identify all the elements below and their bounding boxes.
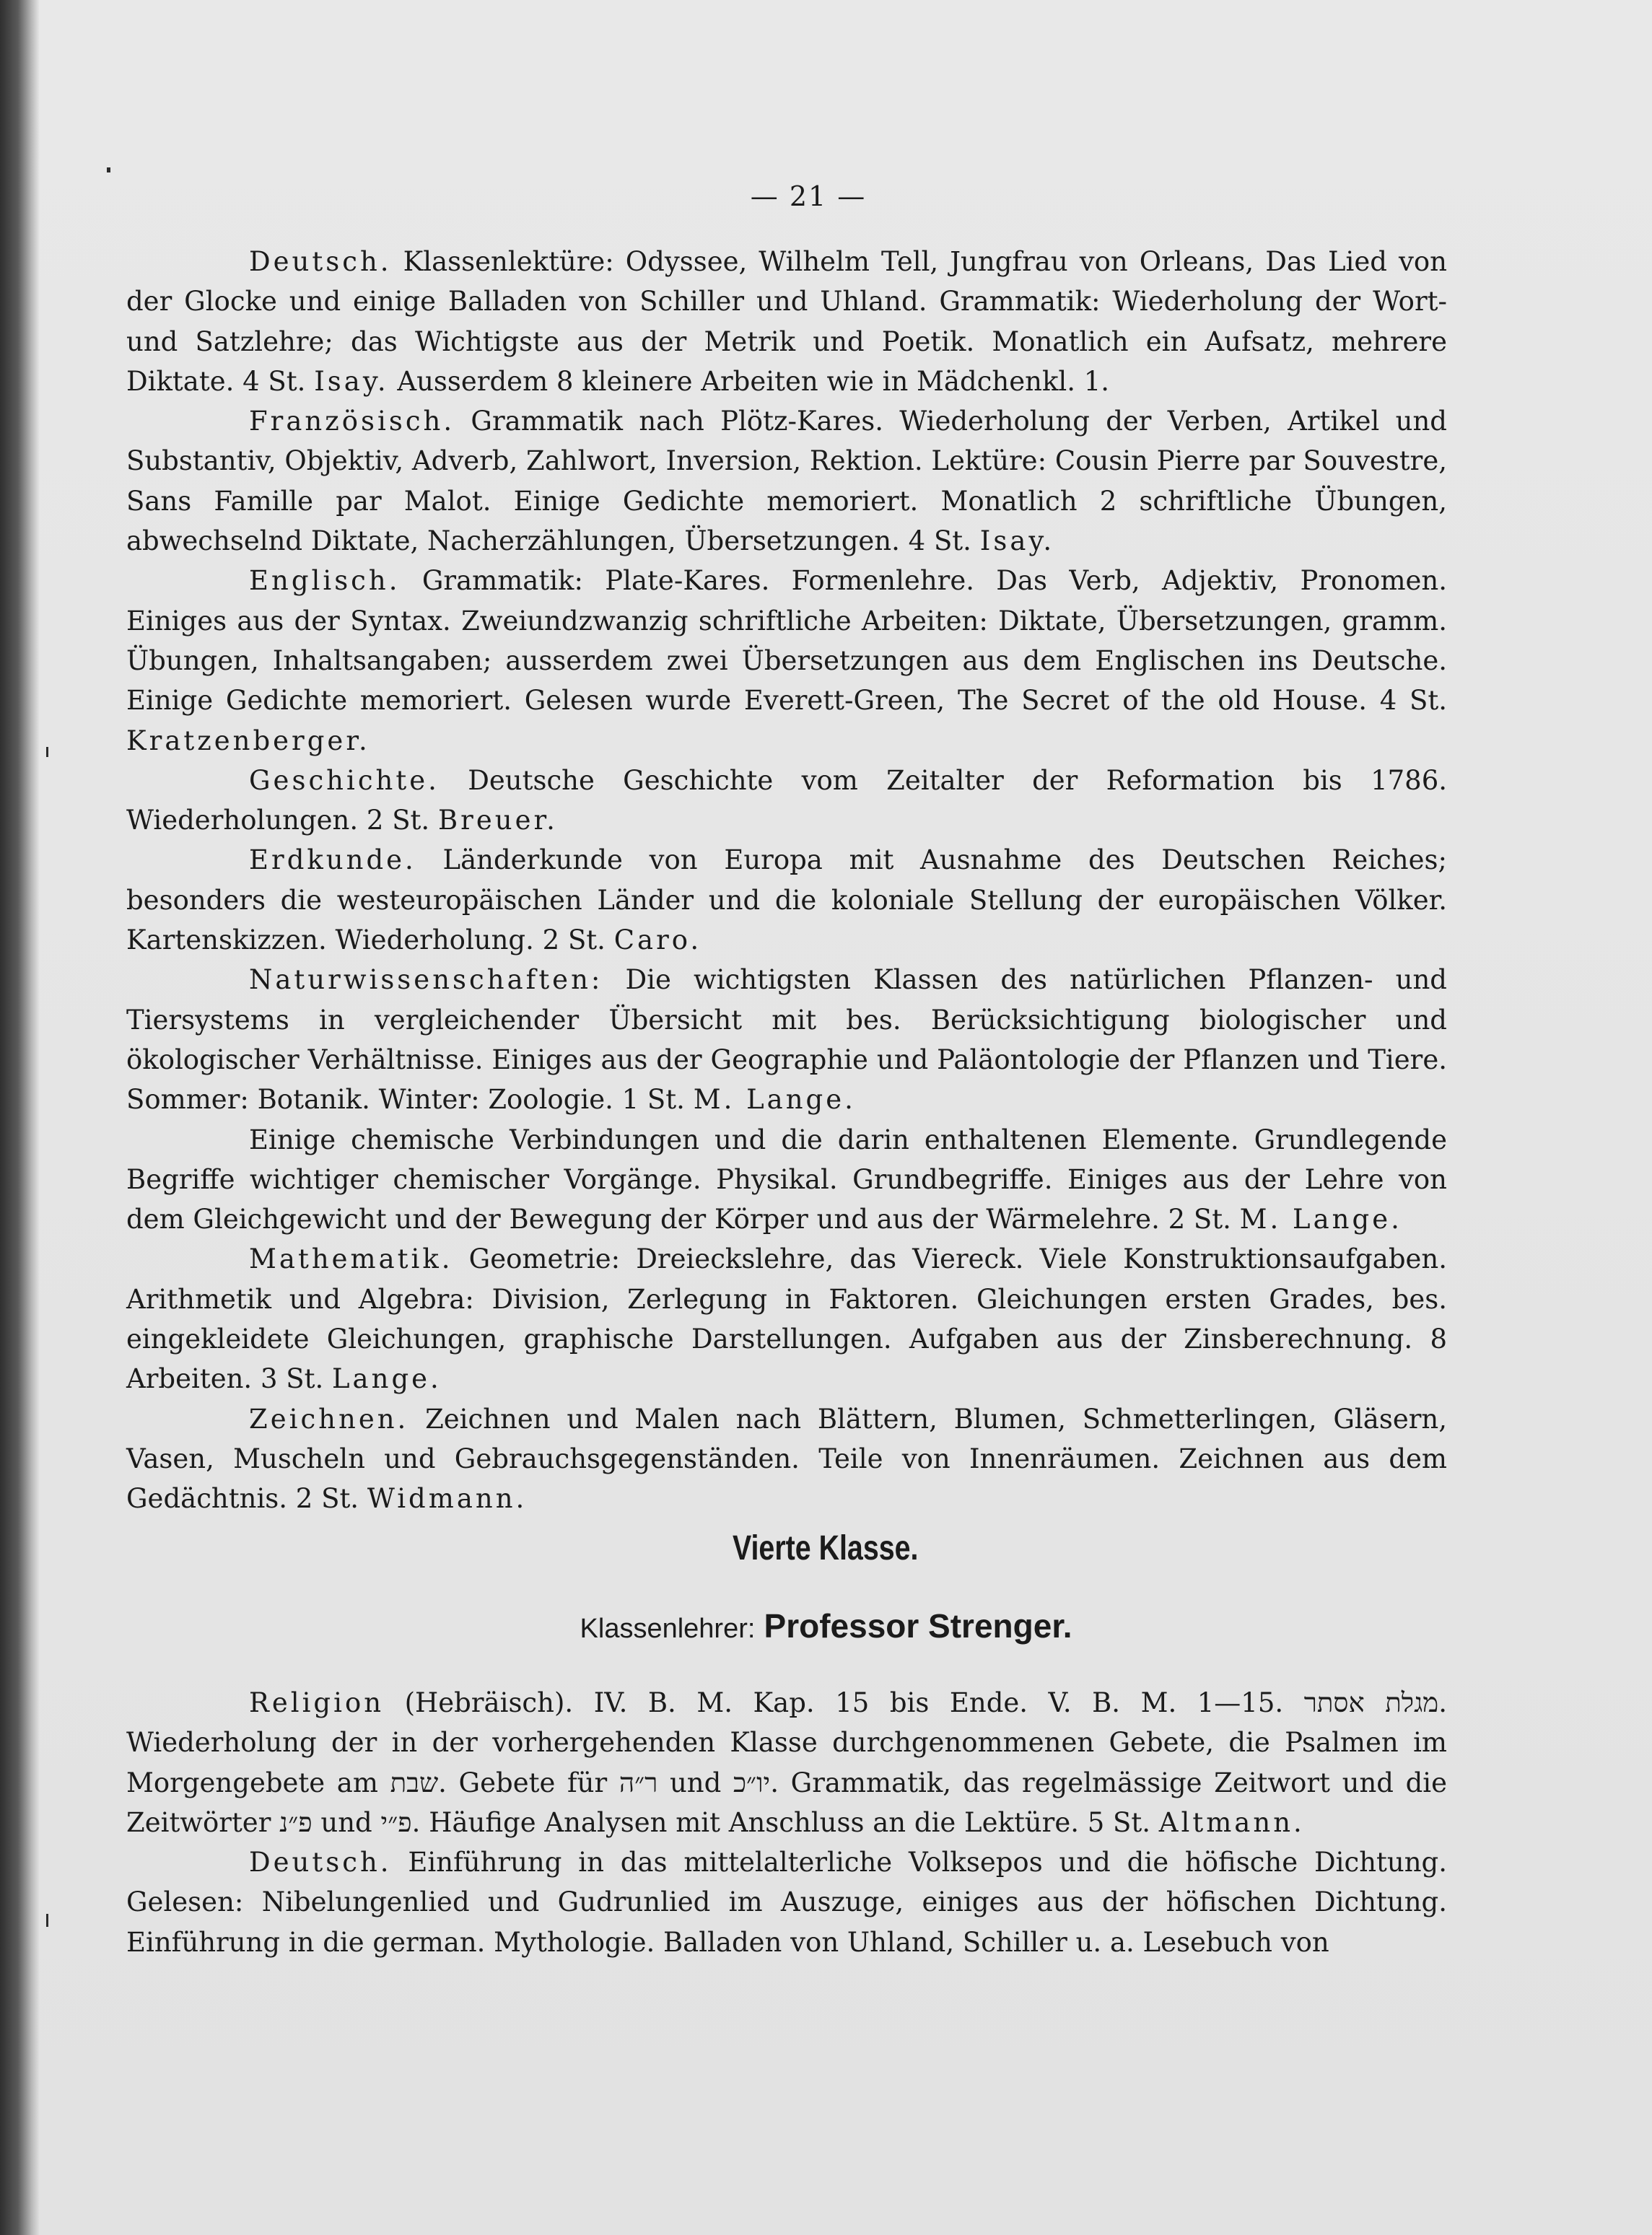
class-teacher-name: Professor Strenger.	[764, 1607, 1072, 1645]
paragraph-chemie-physik	[126, 1120, 1447, 1240]
class-four-curriculum-text	[126, 1683, 1447, 1962]
paragraph-deutsch	[126, 242, 1447, 401]
paragraph-text: Zeichnen und Malen nach Blättern, Blumen, Schmetterlingen, Gläsern, Vasen, Muscheln und Gebrauchsgegenständen. Teile von Innenräumen. Zeichnen aus dem Gedächtnis. 2 St.	[126, 1403, 1447, 1515]
paragraph-text: Länderkunde von Europa mit Ausnahme des Deutschen Reiches; besonders die westeuropäischen Länder und die koloniale Stellung der europäischen Völker. Kartenskizzen. Wiederholung. 2 St.	[126, 844, 1447, 956]
paragraph-text: Die wichtigsten Klassen des natürlichen Pflanzen- und Tiersystems in vergleichender Übersicht mit bes. Berücksichtigung biologischer und ökologischer Verhältnisse. Einiges aus der Geographie und Paläontologie der Pflanzen und Tiere. Sommer: Botanik. Winter: Zoologie. 1 St.	[126, 964, 1447, 1116]
paragraph-text: (Hebräisch). IV. B. M. Kap. 15 bis Ende. V. B. M. 1—15. מגלת אסתר. Wiederholung der in der vorhergehenden Klasse durchgenommenen Gebete, die Psalmen im Morgengebete am שבת. Gebete für ר״ה und יו״כ. Grammatik, das regelmässige Zeitwort und die Zeitwörter פ״נ und פ״י. Häufige Analysen mit Anschluss an die Lektüre. 5 St.	[126, 1687, 1447, 1838]
paragraph-text: Geometrie: Dreieckslehre, das Viereck. Viele Konstruktionsaufgaben. Arithmetik und Algebra: Division, Zerlegung in Faktoren. Gleichungen ersten Grades, bes. eingekleidete Gleichungen, graphische Darstellungen. Aufgaben aus der Zinsberechnung. 8 Arbeiten. 3 St.	[126, 1243, 1447, 1395]
class-teacher-label: Klassenlehrer:	[580, 1614, 756, 1644]
class-curriculum-text	[126, 242, 1447, 1519]
paragraph-text: Deutsche Geschichte vom Zeitalter der Reformation bis 1786. Wiederholungen. 2 St.	[126, 764, 1447, 836]
subject-name: Französisch.	[249, 406, 455, 437]
class-teacher-line	[0, 1606, 1652, 1645]
subject-name: Geschichte.	[249, 764, 440, 796]
print-speck	[107, 167, 110, 172]
book-gutter-shadow	[0, 0, 40, 2235]
teacher-name: Caro.	[613, 924, 702, 956]
paragraph-text: Klassenlektüre: Odyssee, Wilhelm Tell, Jungfrau von Orleans, Das Lied von der Glocke und einige Balladen von Schiller und Uhland. Grammatik: Wiederholung der Wort- und Satzlehre; das Wichtigste aus der Metrik und Poetik. Monatlich ein Aufsatz, mehrere Diktate. 4 St.	[126, 246, 1448, 397]
teacher-name: Isay.	[314, 365, 389, 397]
subject-name: Deutsch.	[249, 246, 392, 277]
paragraph-text: Einführung in das mittelalterliche Volksepos und die höfische Dichtung. Gelesen: Nibelungenlied und Gudrunlied im Auszuge, einiges aus der höfischen Dichtung. Einführung in die german. Mythologie. Balladen von Uhland, Schiller u. a. Lesebuch von	[126, 1847, 1447, 1958]
subject-name: Deutsch.	[249, 1847, 392, 1878]
paragraph-text-after: Ausserdem 8 kleinere Arbeiten wie in Mädchenkl. 1.	[397, 365, 1110, 397]
subject-name: Naturwissenschaften:	[249, 964, 603, 996]
section-heading: Vierte Klasse.	[732, 1529, 919, 1567]
subject-name: Mathematik.	[249, 1243, 453, 1275]
paragraph-englisch	[126, 561, 1447, 760]
paragraph-deutsch-class-four	[126, 1842, 1447, 1962]
teacher-name: Kratzenberger.	[126, 725, 370, 756]
paragraph-franzoesisch	[126, 401, 1447, 561]
teacher-name: M. Lange.	[1239, 1204, 1402, 1235]
paragraph-zeichnen	[126, 1399, 1447, 1519]
teacher-name: Altmann.	[1158, 1806, 1305, 1838]
paragraph-religion	[126, 1683, 1447, 1842]
teacher-name: Isay.	[979, 525, 1055, 557]
teacher-name: Widmann.	[367, 1483, 528, 1515]
margin-mark	[46, 747, 48, 757]
teacher-name: Breuer.	[437, 805, 558, 836]
margin-mark	[46, 1914, 48, 1927]
paragraph-erdkunde	[126, 840, 1447, 960]
page-number: — 21 —	[750, 180, 867, 212]
teacher-name: Lange.	[331, 1363, 442, 1395]
paragraph-geschichte	[126, 761, 1447, 841]
teacher-name: M. Lange.	[693, 1084, 856, 1116]
paragraph-mathematik	[126, 1239, 1447, 1399]
subject-name: Englisch.	[249, 565, 401, 597]
subject-name: Religion	[249, 1687, 385, 1718]
subject-name: Zeichnen.	[249, 1403, 409, 1435]
paragraph-text: Einige chemische Verbindungen und die darin enthaltenen Elemente. Grundlegende Begriffe wichtiger chemischer Vorgänge. Physikal. Grundbegriffe. Einiges aus der Lehre von dem Gleichgewicht und der Bewegung der Körper und aus der Wärmelehre. 2 St.	[126, 1124, 1447, 1235]
paragraph-text: Grammatik: Plate-Kares. Formenlehre. Das Verb, Adjektiv, Pronomen. Einiges aus der Syntax. Zweiundzwanzig schriftliche Arbeiten: Diktate, Übersetzungen, gramm. Übungen, Inhaltsangaben; ausserdem zwei Übersetzungen aus dem Englischen ins Deutsche. Einige Gedichte memoriert. Gelesen wurde Everett-Green, The Secret of the old House. 4 St.	[126, 565, 1448, 717]
paragraph-naturwissenschaften	[126, 960, 1447, 1119]
subject-name: Erdkunde.	[249, 844, 416, 876]
paragraph-text: Grammatik nach Plötz-Kares. Wiederholung der Verben, Artikel und Substantiv, Objektiv, Adverb, Zahlwort, Inversion, Rektion. Lektüre: Cousin Pierre par Souvestre, Sans Famille par Malot. Einige Gedichte memoriert. Monatlich 2 schriftliche Übungen, abwechselnd Diktate, Nacherzählungen, Übersetzungen. 4 St.	[126, 406, 1447, 557]
